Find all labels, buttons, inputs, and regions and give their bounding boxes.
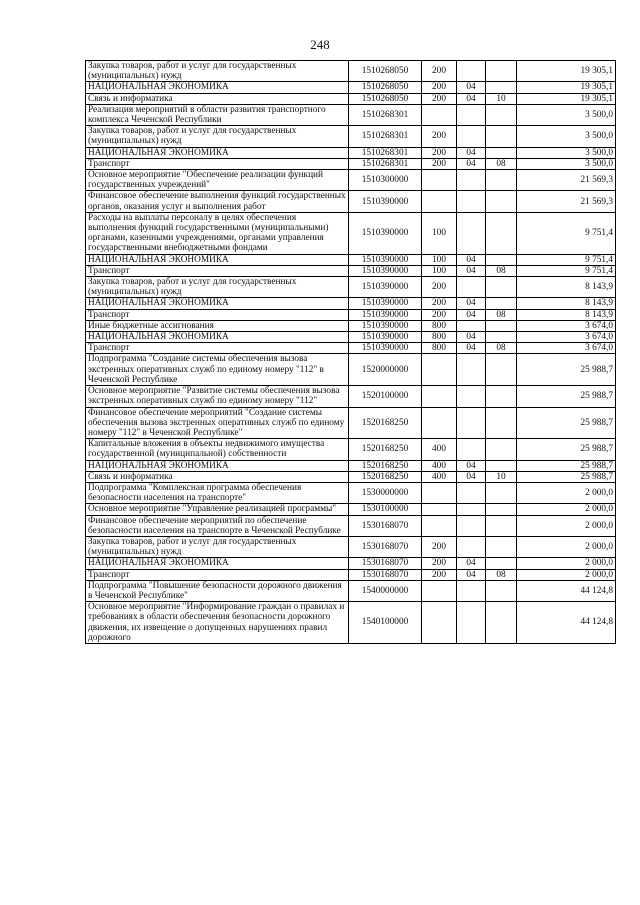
row-section: 04	[457, 298, 486, 309]
row-expense-type	[422, 354, 457, 386]
row-amount: 3 674,0	[517, 343, 616, 354]
row-expense-type: 200	[422, 61, 457, 82]
row-section: 04	[457, 265, 486, 276]
row-expense-type: 200	[422, 298, 457, 309]
table-row	[86, 170, 616, 191]
row-section: 04	[457, 93, 486, 104]
table-row	[86, 602, 616, 644]
table-row	[86, 558, 616, 569]
row-name: Закупка товаров, работ и услуг для государственных (муниципальных) нужд	[86, 61, 349, 82]
table-row	[86, 407, 616, 439]
row-subsection	[486, 407, 517, 439]
row-subsection	[486, 212, 517, 254]
row-amount: 9 751,4	[517, 254, 616, 265]
row-name: Финансовое обеспечение выполнения функций государственных органов, оказания услуг и выполнения работ	[86, 191, 349, 212]
table-row	[86, 298, 616, 309]
row-amount: 2 000,0	[517, 569, 616, 580]
row-name: Капитальные вложения в объекты недвижимого имущества государственной (муниципальной) собственности	[86, 439, 349, 460]
row-subsection	[486, 460, 517, 471]
row-amount: 25 988,7	[517, 439, 616, 460]
row-amount: 25 988,7	[517, 386, 616, 407]
row-expense-type	[422, 191, 457, 212]
row-name: Транспорт	[86, 265, 349, 276]
row-section	[457, 191, 486, 212]
row-subsection	[486, 354, 517, 386]
row-section	[457, 386, 486, 407]
row-expense-type: 800	[422, 343, 457, 354]
row-subsection	[486, 558, 517, 569]
row-name: НАЦИОНАЛЬНАЯ ЭКОНОМИКА	[86, 82, 349, 93]
row-name: Транспорт	[86, 569, 349, 580]
row-subsection	[486, 82, 517, 93]
row-name: Закупка товаров, работ и услуг для государственных (муниципальных) нужд	[86, 536, 349, 557]
row-subsection: 08	[486, 265, 517, 276]
row-name: Связь и информатика	[86, 93, 349, 104]
row-section: 04	[457, 343, 486, 354]
row-code: 1520100000	[349, 386, 422, 407]
table-row	[86, 569, 616, 580]
page-number: 248	[310, 37, 330, 52]
row-code: 1510268301	[349, 126, 422, 147]
row-code: 1520000000	[349, 354, 422, 386]
row-subsection	[486, 277, 517, 298]
table-row	[86, 212, 616, 254]
row-code: 1510390000	[349, 277, 422, 298]
row-expense-type: 200	[422, 158, 457, 169]
row-code: 1530000000	[349, 482, 422, 503]
row-amount: 3 500,0	[517, 158, 616, 169]
row-amount: 8 143,9	[517, 298, 616, 309]
row-expense-type: 200	[422, 558, 457, 569]
row-section	[457, 61, 486, 82]
row-code: 1510268301	[349, 147, 422, 158]
row-amount: 25 988,7	[517, 471, 616, 482]
table-row	[86, 191, 616, 212]
row-subsection	[486, 298, 517, 309]
budget-table-body	[86, 61, 616, 644]
row-expense-type: 800	[422, 332, 457, 343]
row-name: Основное мероприятие "Обеспечение реализации функций государственных учреждений"	[86, 170, 349, 191]
row-amount: 25 988,7	[517, 460, 616, 471]
row-name: Финансовое обеспечение мероприятий по обеспечение безопасности населения на транспорте в Чеченской Республике	[86, 515, 349, 536]
row-expense-type	[422, 580, 457, 601]
row-amount: 21 569,3	[517, 170, 616, 191]
table-row	[86, 332, 616, 343]
row-subsection	[486, 147, 517, 158]
row-code: 1530168070	[349, 515, 422, 536]
row-amount: 3 674,0	[517, 332, 616, 343]
table-row	[86, 504, 616, 515]
row-subsection	[486, 254, 517, 265]
row-name: Транспорт	[86, 309, 349, 320]
row-subsection	[486, 439, 517, 460]
row-amount: 19 305,1	[517, 93, 616, 104]
table-row	[86, 439, 616, 460]
row-section: 04	[457, 558, 486, 569]
table-row	[86, 158, 616, 169]
row-section: 04	[457, 254, 486, 265]
row-subsection	[486, 191, 517, 212]
row-amount: 25 988,7	[517, 407, 616, 439]
row-section: 04	[457, 332, 486, 343]
row-expense-type	[422, 104, 457, 125]
row-name: Закупка товаров, работ и услуг для государственных (муниципальных) нужд	[86, 126, 349, 147]
row-name: Подпрограмма "Комплексная программа обеспечения безопасности населения на транспорте"	[86, 482, 349, 503]
row-expense-type: 200	[422, 82, 457, 93]
row-section	[457, 320, 486, 331]
row-amount: 3 500,0	[517, 147, 616, 158]
row-subsection	[486, 482, 517, 503]
row-subsection: 08	[486, 158, 517, 169]
row-name: Транспорт	[86, 158, 349, 169]
row-expense-type	[422, 515, 457, 536]
row-subsection	[486, 386, 517, 407]
row-expense-type	[422, 504, 457, 515]
row-amount: 44 124,8	[517, 580, 616, 601]
table-row	[86, 536, 616, 557]
row-expense-type: 100	[422, 254, 457, 265]
row-amount: 8 143,9	[517, 309, 616, 320]
row-subsection: 10	[486, 471, 517, 482]
row-expense-type: 200	[422, 536, 457, 557]
row-expense-type	[422, 482, 457, 503]
row-section	[457, 515, 486, 536]
row-subsection: 08	[486, 343, 517, 354]
row-section	[457, 212, 486, 254]
row-name: Транспорт	[86, 343, 349, 354]
row-name: Основное мероприятие "Развитие системы обеспечения вызова экстренных оперативных служб по единому номеру "112"	[86, 386, 349, 407]
row-expense-type: 400	[422, 439, 457, 460]
row-section	[457, 170, 486, 191]
row-amount: 2 000,0	[517, 536, 616, 557]
table-row	[86, 471, 616, 482]
row-code: 1510390000	[349, 212, 422, 254]
row-section: 04	[457, 158, 486, 169]
row-code: 1540100000	[349, 602, 422, 644]
row-name: НАЦИОНАЛЬНАЯ ЭКОНОМИКА	[86, 332, 349, 343]
row-name: Закупка товаров, работ и услуг для государственных (муниципальных) нужд	[86, 277, 349, 298]
row-code: 1530168070	[349, 569, 422, 580]
row-expense-type: 200	[422, 126, 457, 147]
table-row	[86, 320, 616, 331]
row-amount: 9 751,4	[517, 212, 616, 254]
row-name: НАЦИОНАЛЬНАЯ ЭКОНОМИКА	[86, 254, 349, 265]
row-name: Основное мероприятие "Управление реализацией программы"	[86, 504, 349, 515]
row-section	[457, 354, 486, 386]
row-name: НАЦИОНАЛЬНАЯ ЭКОНОМИКА	[86, 460, 349, 471]
row-subsection	[486, 170, 517, 191]
row-section: 04	[457, 460, 486, 471]
row-section: 04	[457, 309, 486, 320]
row-subsection	[486, 126, 517, 147]
row-expense-type: 100	[422, 265, 457, 276]
budget-table	[85, 60, 616, 644]
row-amount: 19 305,1	[517, 61, 616, 82]
row-amount: 2 000,0	[517, 482, 616, 503]
row-expense-type: 200	[422, 277, 457, 298]
row-section	[457, 407, 486, 439]
row-code: 1530100000	[349, 504, 422, 515]
row-section	[457, 536, 486, 557]
row-code: 1520168250	[349, 407, 422, 439]
row-subsection	[486, 580, 517, 601]
row-section: 04	[457, 569, 486, 580]
row-section	[457, 580, 486, 601]
row-code: 1510390000	[349, 309, 422, 320]
row-code: 1520168250	[349, 439, 422, 460]
table-row	[86, 386, 616, 407]
row-amount: 3 500,0	[517, 126, 616, 147]
row-subsection: 08	[486, 569, 517, 580]
table-row	[86, 254, 616, 265]
row-expense-type	[422, 602, 457, 644]
row-amount: 2 000,0	[517, 515, 616, 536]
table-row	[86, 82, 616, 93]
row-section	[457, 277, 486, 298]
row-code: 1530168070	[349, 558, 422, 569]
row-section: 04	[457, 82, 486, 93]
row-code: 1510390000	[349, 254, 422, 265]
table-row	[86, 277, 616, 298]
row-code: 1530168070	[349, 536, 422, 557]
row-name: Иные бюджетные ассигнования	[86, 320, 349, 331]
row-code: 1510268050	[349, 93, 422, 104]
row-code: 1540000000	[349, 580, 422, 601]
table-row	[86, 482, 616, 503]
row-amount: 19 305,1	[517, 82, 616, 93]
row-expense-type: 100	[422, 212, 457, 254]
row-expense-type: 400	[422, 471, 457, 482]
table-row	[86, 580, 616, 601]
table-row	[86, 309, 616, 320]
row-code: 1510268050	[349, 82, 422, 93]
row-name: Реализация мероприятий в области развития транспортного комплекса Чеченской Республики	[86, 104, 349, 125]
row-subsection	[486, 504, 517, 515]
row-code: 1510390000	[349, 191, 422, 212]
row-subsection: 10	[486, 93, 517, 104]
row-amount: 3 500,0	[517, 104, 616, 125]
row-expense-type	[422, 170, 457, 191]
row-subsection	[486, 602, 517, 644]
table-row	[86, 343, 616, 354]
row-subsection	[486, 332, 517, 343]
table-row	[86, 61, 616, 82]
row-name: Расходы на выплаты персоналу в целях обеспечения выполнения функций государственными (муниципальными) органами, казенными учреждениями, органами управления государственными внебюджетными фондами	[86, 212, 349, 254]
row-subsection	[486, 104, 517, 125]
row-amount: 2 000,0	[517, 558, 616, 569]
row-name: Связь и информатика	[86, 471, 349, 482]
row-name: Основное мероприятие "Информирование граждан о правилах и требованиях в области обеспечения безопасности дорожного движения, их извещение о допущенных нарушениях правил дорожного	[86, 602, 349, 644]
row-section	[457, 482, 486, 503]
row-amount: 3 674,0	[517, 320, 616, 331]
table-row	[86, 93, 616, 104]
row-expense-type: 200	[422, 309, 457, 320]
row-code: 1510390000	[349, 298, 422, 309]
row-section: 04	[457, 147, 486, 158]
row-subsection: 08	[486, 309, 517, 320]
row-code: 1510390000	[349, 265, 422, 276]
row-code: 1510300000	[349, 170, 422, 191]
row-subsection	[486, 515, 517, 536]
table-row	[86, 515, 616, 536]
row-subsection	[486, 61, 517, 82]
table-row	[86, 147, 616, 158]
table-row	[86, 354, 616, 386]
row-section	[457, 126, 486, 147]
row-expense-type	[422, 407, 457, 439]
table-row	[86, 460, 616, 471]
row-name: НАЦИОНАЛЬНАЯ ЭКОНОМИКА	[86, 558, 349, 569]
row-expense-type: 200	[422, 147, 457, 158]
table-row	[86, 265, 616, 276]
row-amount: 21 569,3	[517, 191, 616, 212]
row-name: Подпрограмма "Повышение безопасности дорожного движения в Чеченской Республике"	[86, 580, 349, 601]
row-section	[457, 104, 486, 125]
row-amount: 44 124,8	[517, 602, 616, 644]
row-amount: 2 000,0	[517, 504, 616, 515]
row-subsection	[486, 536, 517, 557]
row-code: 1510268050	[349, 61, 422, 82]
row-name: Подпрограмма "Создание системы обеспечения вызова экстренных оперативных служб по единому номеру "112" в Чеченской Республике	[86, 354, 349, 386]
row-expense-type: 400	[422, 460, 457, 471]
row-code: 1510268301	[349, 158, 422, 169]
row-expense-type	[422, 386, 457, 407]
row-amount: 25 988,7	[517, 354, 616, 386]
row-code: 1510390000	[349, 320, 422, 331]
row-code: 1520168250	[349, 460, 422, 471]
row-expense-type: 200	[422, 569, 457, 580]
row-name: НАЦИОНАЛЬНАЯ ЭКОНОМИКА	[86, 298, 349, 309]
row-section	[457, 504, 486, 515]
row-section	[457, 602, 486, 644]
row-section	[457, 439, 486, 460]
row-code: 1510268301	[349, 104, 422, 125]
row-subsection	[486, 320, 517, 331]
row-name: НАЦИОНАЛЬНАЯ ЭКОНОМИКА	[86, 147, 349, 158]
row-code: 1510390000	[349, 332, 422, 343]
table-row	[86, 126, 616, 147]
row-name: Финансовое обеспечение мероприятий "Создание системы обеспечения вызова экстренных оперативных служб по единому номеру "112" в Чеченской Республике"	[86, 407, 349, 439]
row-code: 1510390000	[349, 343, 422, 354]
row-amount: 8 143,9	[517, 277, 616, 298]
row-code: 1520168250	[349, 471, 422, 482]
row-amount: 9 751,4	[517, 265, 616, 276]
table-row	[86, 104, 616, 125]
row-section: 04	[457, 471, 486, 482]
row-expense-type: 200	[422, 93, 457, 104]
row-expense-type: 800	[422, 320, 457, 331]
